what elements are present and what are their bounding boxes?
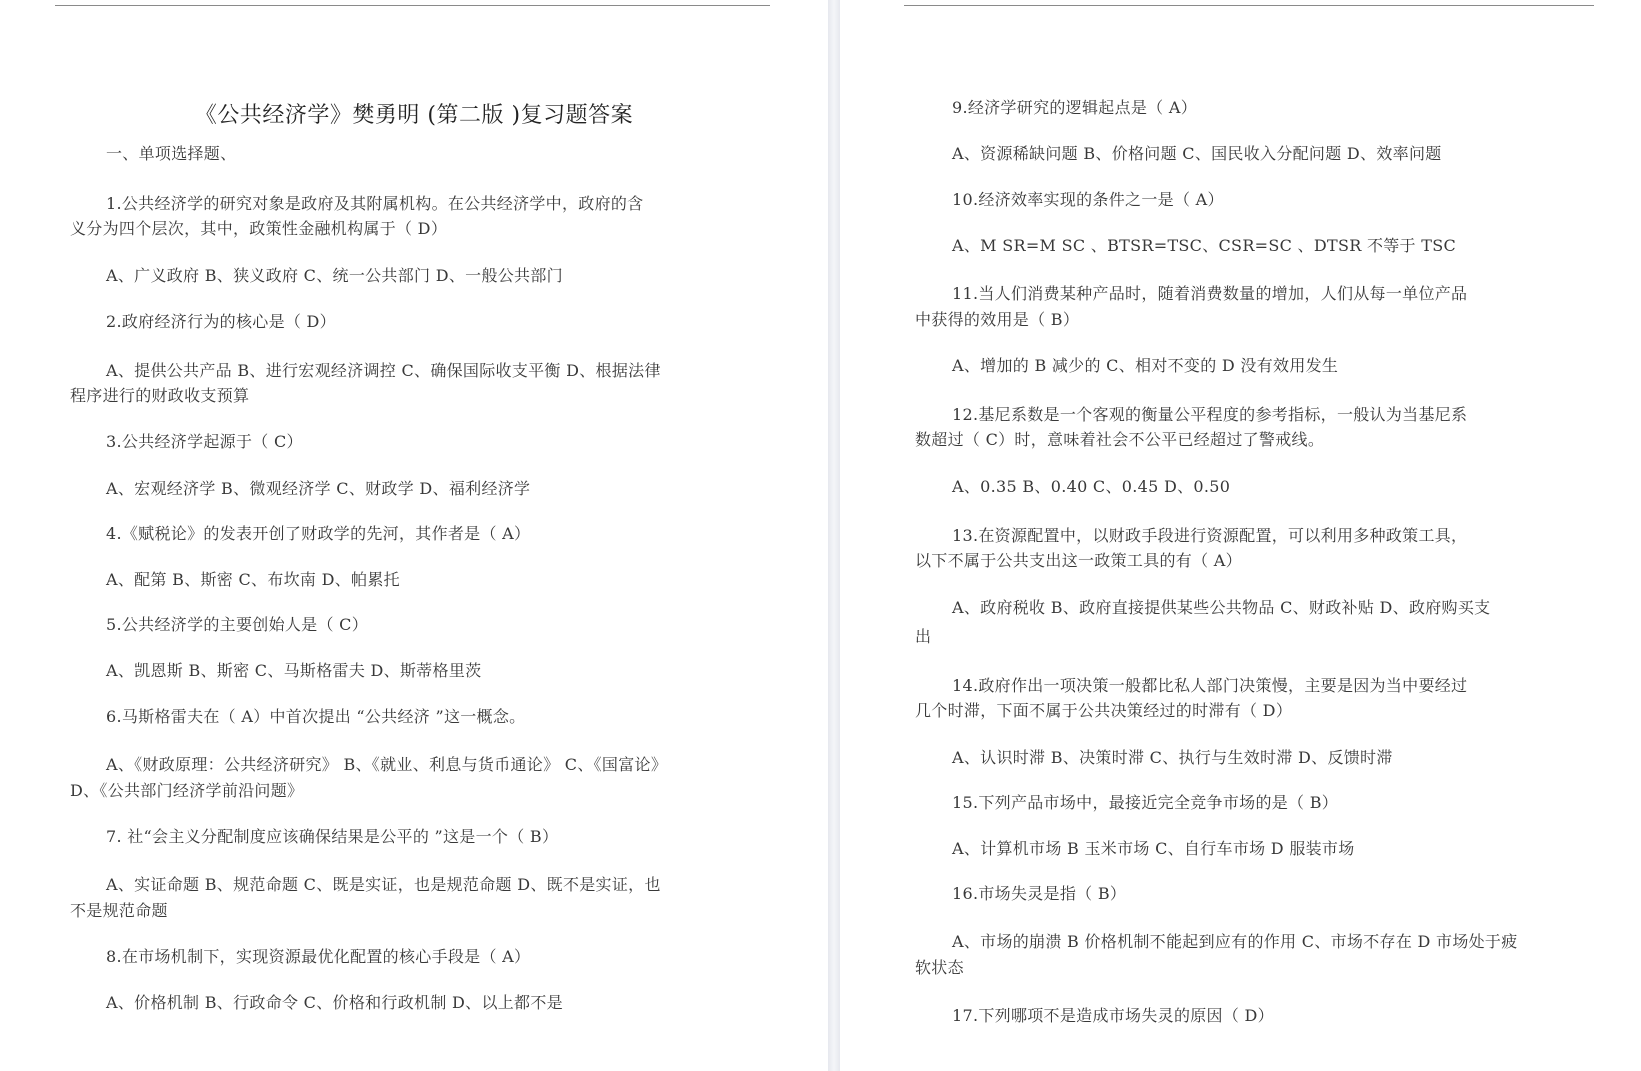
question-9: 9.经济学研究的逻辑起点是（ A） [952, 98, 1198, 117]
options-11: A、增加的 B 减少的 C、相对不变的 D 没有效用发生 [952, 356, 1339, 375]
document-title: 《公共经济学》樊勇明 (第二版 )复习题答案 [194, 103, 634, 128]
options-8: A、价格机制 B、行政命令 C、价格和行政机制 D、以上都不是 [106, 993, 563, 1012]
options-7: A、实证命题 B、规范命题 C、既是实证，也是规范命题 D、既不是实证，也 [106, 875, 661, 894]
options-10: A、M SR=M SC 、BTSR=TSC、CSR=SC 、DTSR 不等于 TSC [952, 236, 1457, 255]
options-6: A、《财政原理：公共经济研究》 B、《就业、利息与货币通论》 C、《国富论》 [106, 755, 668, 774]
question-11: 11.当人们消费某种产品时，随着消费数量的增加，人们从每一单位产品 [952, 284, 1468, 303]
options-16-cont: 软状态 [915, 958, 964, 977]
question-5: 5.公共经济学的主要创始人是（ C） [106, 615, 368, 634]
header-rule [904, 5, 1594, 6]
options-14: A、认识时滞 B、决策时滞 C、执行与生效时滞 D、反馈时滞 [952, 748, 1393, 767]
section-heading: 一、单项选择题、 [106, 144, 237, 163]
question-6: 6.马斯格雷夫在（ A）中首次提出 “公共经济 ”这一概念。 [106, 707, 526, 726]
options-2-cont: 程序进行的财政收支预算 [70, 386, 250, 405]
question-3: 3.公共经济学起源于（ C） [106, 432, 303, 451]
options-3: A、宏观经济学 B、微观经济学 C、财政学 D、福利经济学 [106, 479, 531, 498]
question-14-cont: 几个时滞，下面不属于公共决策经过的时滞有（ D） [915, 701, 1293, 720]
options-15: A、计算机市场 B 玉米市场 C、自行车市场 D 服装市场 [952, 839, 1355, 858]
question-17: 17.下列哪项不是造成市场失灵的原因（ D） [952, 1006, 1274, 1025]
page-gutter [828, 0, 840, 1071]
question-14: 14.政府作出一项决策一般都比私人部门决策慢，主要是因为当中要经过 [952, 676, 1468, 695]
question-16: 16.市场失灵是指（ B） [952, 884, 1127, 903]
question-12: 12.基尼系数是一个客观的衡量公平程度的参考指标，一般认为当基尼系 [952, 405, 1468, 424]
header-rule [55, 5, 770, 6]
question-11-cont: 中获得的效用是（ B） [915, 310, 1080, 329]
options-6-cont: D、《公共部门经济学前沿问题》 [70, 781, 304, 800]
right-page [840, 0, 1641, 1071]
question-2: 2.政府经济行为的核心是（ D） [106, 312, 336, 331]
question-13-cont: 以下不属于公共支出这一政策工具的有（ A） [915, 551, 1242, 570]
question-8: 8.在市场机制下，实现资源最优化配置的核心手段是（ A） [106, 947, 531, 966]
options-7-cont: 不是规范命题 [70, 901, 168, 920]
question-10: 10.经济效率实现的条件之一是（ A） [952, 190, 1224, 209]
options-12: A、0.35 B、0.40 C、0.45 D、0.50 [952, 477, 1231, 496]
options-16: A、市场的崩溃 B 价格机制不能起到应有的作用 C、市场不存在 D 市场处于疲 [952, 932, 1518, 951]
question-4: 4.《赋税论》的发表开创了财政学的先河，其作者是（ A） [106, 524, 531, 543]
options-4: A、配第 B、斯密 C、布坎南 D、帕累托 [106, 570, 400, 589]
options-13-cont: 出 [915, 627, 932, 646]
options-5: A、凯恩斯 B、斯密 C、马斯格雷夫 D、斯蒂格里茨 [106, 661, 482, 680]
options-2: A、提供公共产品 B、进行宏观经济调控 C、确保国际收支平衡 D、根据法律 [106, 361, 661, 380]
options-13: A、政府税收 B、政府直接提供某些公共物品 C、财政补贴 D、政府购买支 [952, 598, 1491, 617]
question-1-cont: 义分为四个层次，其中，政策性金融机构属于（ D） [70, 219, 448, 238]
question-13: 13.在资源配置中，以财政手段进行资源配置，可以利用多种政策工具， [952, 526, 1468, 545]
question-15: 15.下列产品市场中，最接近完全竞争市场的是（ B） [952, 793, 1339, 812]
question-12-cont: 数超过（ C）时，意味着社会不公平已经超过了警戒线。 [915, 430, 1325, 449]
question-7: 7. 社“会主义分配制度应该确保结果是公平的 ”这是一个（ B） [106, 827, 559, 846]
options-1: A、广义政府 B、狭义政府 C、统一公共部门 D、一般公共部门 [106, 266, 563, 285]
question-1: 1.公共经济学的研究对象是政府及其附属机构。在公共经济学中，政府的含 [106, 194, 644, 213]
options-9: A、资源稀缺问题 B、价格问题 C、国民收入分配问题 D、效率问题 [952, 144, 1442, 163]
